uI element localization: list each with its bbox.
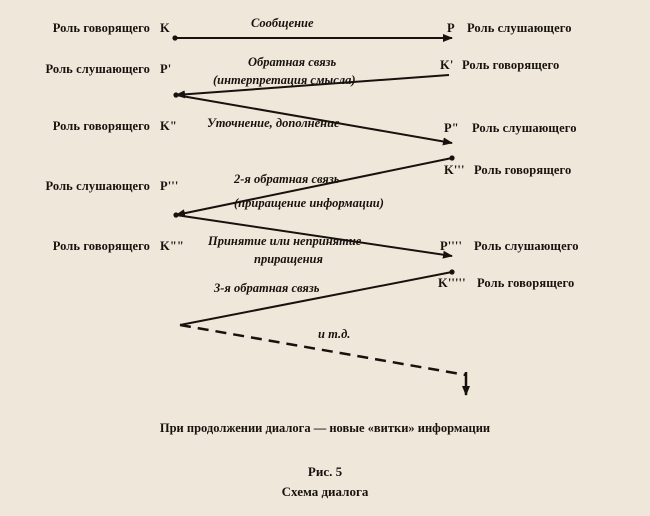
arrow-label-acceptance-sub: приращения — [254, 252, 323, 266]
arrow-label-feedback-2: 2-я обратная связь — [234, 172, 340, 186]
right-node-symbol-3: P" — [444, 121, 459, 135]
right-node-role-4: Роль говорящего — [474, 163, 572, 177]
left-node-role-2: Роль слушающего — [45, 62, 150, 76]
left-node-role-5: Роль говорящего — [52, 239, 150, 253]
arrow-label-feedback-2-sub: (приращение информации) — [234, 196, 384, 210]
left-node-role-1: Роль говорящего — [52, 21, 150, 35]
node-dot — [173, 212, 178, 217]
right-node-role-1: Роль слушающего — [467, 21, 572, 35]
right-node-role-5: Роль слушающего — [474, 239, 579, 253]
arrow-label-feedback-3: 3-я обратная связь — [214, 281, 320, 295]
left-node-symbol-1: K — [160, 21, 170, 35]
left-node-symbol-3: K" — [160, 119, 177, 133]
etc-label: и т.д. — [318, 327, 351, 341]
right-node-role-2: Роль говорящего — [462, 58, 560, 72]
bottom-note: При продолжении диалога — новые «витки» информации — [159, 421, 491, 435]
arrow-label-clarification: Уточнение, дополнение — [207, 116, 340, 130]
left-node-symbol-2: P' — [160, 62, 172, 76]
right-node-role-3: Роль слушающего — [472, 121, 577, 135]
arrow-label-message: Сообщение — [251, 16, 314, 30]
left-node-symbol-5: K"" — [160, 239, 184, 253]
right-node-symbol-4: K''' — [444, 163, 465, 177]
node-dot — [449, 269, 454, 274]
right-node-symbol-1: P — [447, 21, 455, 35]
right-node-role-6: Роль говорящего — [477, 276, 575, 290]
left-node-role-3: Роль говорящего — [52, 119, 150, 133]
figure-title: Схема диалога — [281, 484, 369, 499]
node-dot — [173, 92, 178, 97]
right-node-symbol-6: K''''' — [438, 276, 466, 290]
left-node-role-4: Роль слушающего — [45, 179, 150, 193]
right-node-symbol-2: K' — [440, 58, 454, 72]
arrow-label-feedback-1: Обратная связь — [248, 55, 337, 69]
arrow-label-acceptance: Принятие или непринятие — [208, 234, 362, 248]
node-dot — [449, 155, 454, 160]
arrow-feedback-3 — [180, 272, 452, 325]
left-node-symbol-4: P''' — [160, 179, 179, 193]
arrow-label-feedback-1-sub: (интерпретация смысла) — [213, 73, 356, 87]
right-node-symbol-5: P'''' — [440, 239, 463, 253]
figure-number: Рис. 5 — [307, 464, 343, 479]
node-dot — [172, 35, 177, 40]
